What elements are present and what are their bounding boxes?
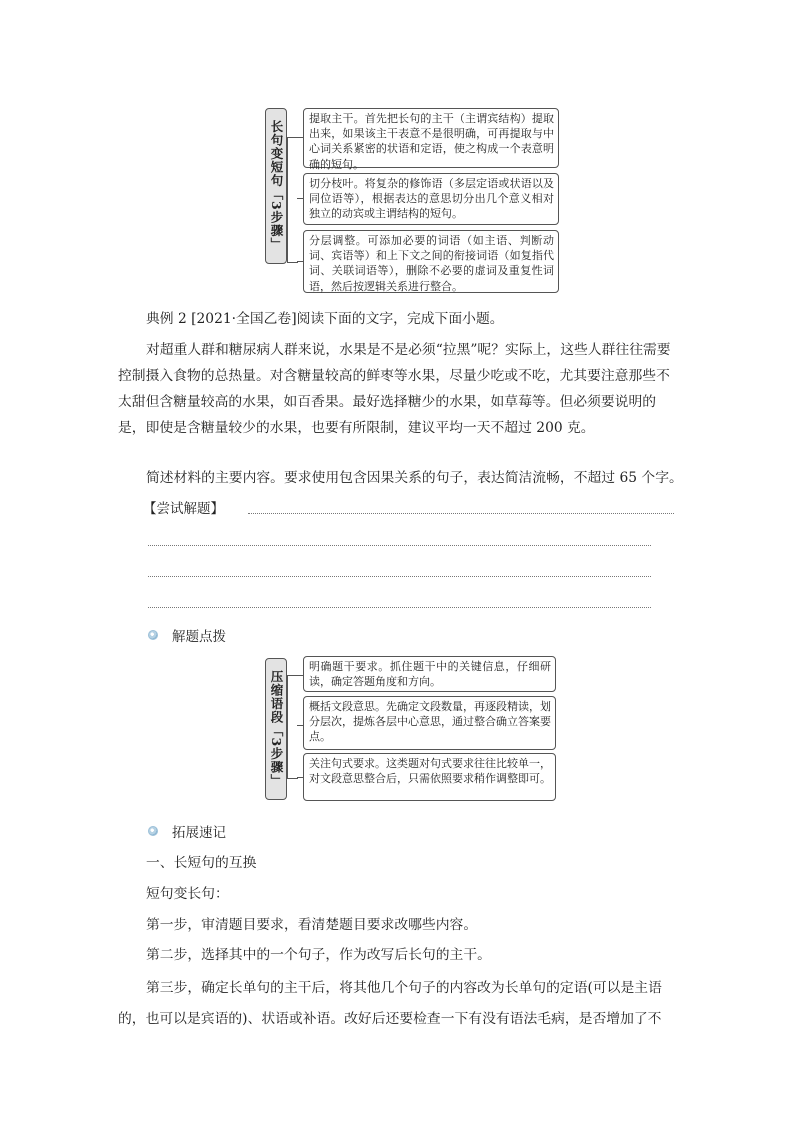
example-passage: 对超重人群和糖尿病人群来说，水果是不是必须“拉黑”呢？实际上，这些人群往往需要控制摄入食物的总热量。对含糖量较高的鲜枣等水果，尽量少吃或不吃，尤其要注意那些不太甜但含糖量较高的水果，如百香果。最好选择糖少的水果，如草莓等。但必须要说明的是，即使是含糖量较少的水果，也要有所限制，建议平均一天不超过 200 克。	[118, 342, 671, 436]
bullet-circle-icon	[148, 630, 158, 640]
diagram-label: 长句变短句「3步骤」	[265, 108, 287, 264]
section-title: 一、长短句的互换	[146, 855, 257, 871]
expand-heading-text: 拓展速记	[172, 825, 226, 841]
answer-line[interactable]	[148, 607, 651, 608]
example-heading: 典例 2 [2021·全国乙卷]阅读下面的文字，完成下面小题。	[146, 311, 504, 327]
example-task: 简述材料的主要内容。要求使用包含因果关系的句子，表达简洁流畅，不超过 65 个字。	[146, 470, 683, 486]
step-box-3: 分层调整。可添加必要的词语（如主语、判断动词、宾语等）和上下文之间的衔接词语（如复指代词、关联词语等），删除不必要的虚词及重复性词语，然后按逻辑关系进行整合。	[303, 230, 559, 293]
compress-paragraph-diagram	[265, 656, 565, 804]
short-to-long-label: 短句变长句：	[146, 886, 229, 902]
tips-heading-text: 解题点拨	[172, 629, 226, 645]
step-box-2: 概括文段意思。先确定文段数量，再逐段精读，划分层次，提炼各层中心意思，通过整合确立答案要点。	[303, 696, 556, 750]
diagram-label: 压缩语段「3步骤」	[265, 658, 287, 800]
expand-heading	[148, 821, 226, 841]
step-box-2: 切分枝叶。将复杂的修饰语（多层定语或状语以及同位语等），根据表达的意思切分出几个意义相对独立的动宾或主谓结构的短句。	[303, 173, 559, 225]
step-box-1: 明确题干要求。抓住题干中的关键信息，仔细研读，确定答题角度和方向。	[303, 656, 556, 692]
try-answer-label: 【尝试解题】	[143, 501, 224, 517]
bullet-circle-icon	[148, 826, 158, 836]
step-3-text: 第三步，确定长单句的主干后，将其他几个句子的内容改为长单句的定语(可以是主语的，也可以是宾语的)、状语或补语。改好后还要检查一下有没有语法毛病，是否增加了不	[118, 980, 662, 1027]
answer-line[interactable]	[248, 513, 674, 514]
answer-line[interactable]	[148, 576, 651, 577]
step-2-text: 第二步，选择其中的一个句子，作为改写后长句的主干。	[146, 947, 491, 963]
bracket-connector	[287, 675, 298, 779]
long-to-short-diagram	[265, 108, 565, 294]
step-box-1: 提取主干。首先把长句的主干（主谓宾结构）提取出来，如果该主干表意不是很明确，可再提取与中心词关系紧密的状语和定语，使之构成一个表意明确的短句。	[303, 108, 559, 168]
bracket-connector	[287, 137, 298, 263]
step-box-3: 关注句式要求。这类题对句式要求往往比较单一，对文段意思整合后，只需依照要求稍作调整即可。	[303, 753, 556, 801]
tips-heading	[148, 625, 226, 645]
answer-line[interactable]	[148, 545, 651, 546]
step-1-text: 第一步，审清题目要求，看清楚题目要求改哪些内容。	[146, 917, 478, 933]
